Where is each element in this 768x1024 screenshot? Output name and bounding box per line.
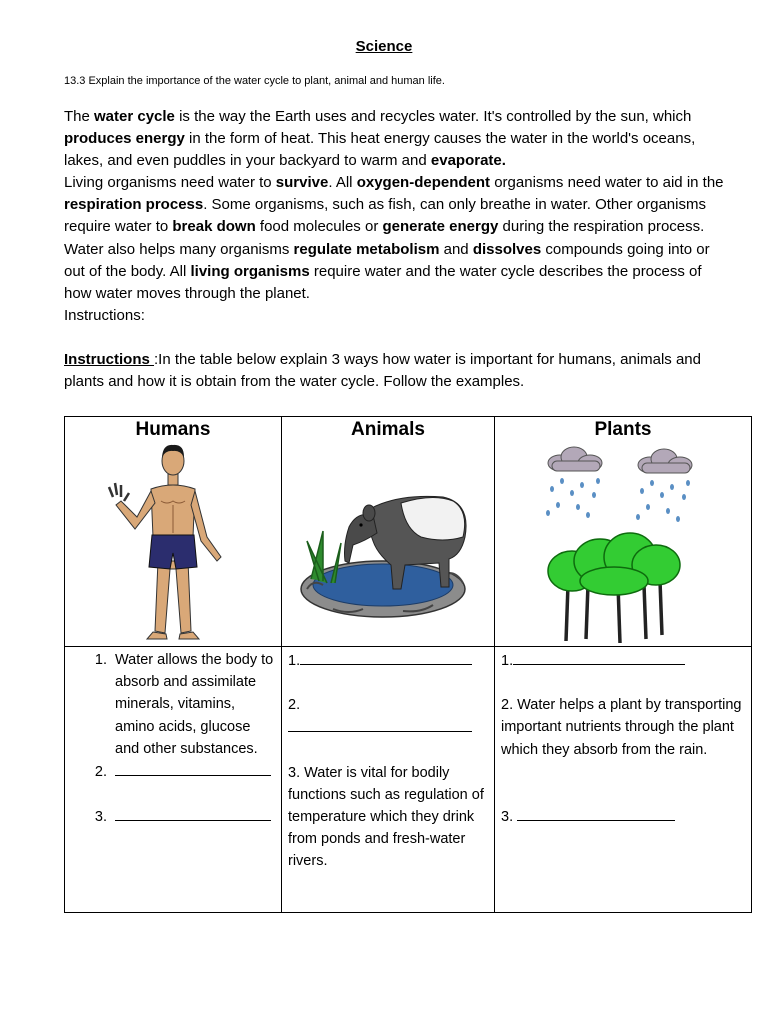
instructions-text: :In the table below explain 3 ways how water is important for humans, animals and plants and how it is obtain from the water cycle. Follow the examples. <box>64 351 701 390</box>
list-item[interactable] <box>288 649 488 672</box>
answer-blank[interactable] <box>115 805 271 821</box>
item-number: 1. <box>288 653 301 669</box>
header-cell-humans <box>65 417 282 647</box>
header-cell-animals <box>282 417 495 647</box>
list-item[interactable] <box>501 649 745 672</box>
tapir-illustration <box>293 471 483 631</box>
instructions-label: Instructions <box>64 351 155 368</box>
list-item[interactable] <box>111 760 275 783</box>
cloud-icon <box>638 449 692 473</box>
answer-blank[interactable] <box>115 760 271 776</box>
human-illustration <box>103 441 243 643</box>
cloud-icon <box>548 447 602 471</box>
list-item[interactable] <box>501 805 745 828</box>
humans-answers-cell <box>65 647 282 913</box>
instructions <box>64 349 724 393</box>
list-item[interactable] <box>111 805 275 828</box>
item-number: 2. <box>288 697 301 714</box>
list-item: 3. Water is vital for bodily functions such as regulation of temperature which they drink from ponds and fresh-water rivers. <box>288 764 484 870</box>
column-header-animals: Animals <box>351 419 425 440</box>
humans-answer-list <box>65 649 275 783</box>
answer-blank[interactable] <box>288 716 472 732</box>
answer-blank[interactable] <box>513 649 685 665</box>
intro-paragraph: The water cycle is the way the Earth uses and recycles water. It's controlled by the sun, which produces energy in the form of heat. This heat energy causes the water in the world's oceans, lakes, and even puddles in your backyard to warm and evaporate. Living organisms need water to survive. All oxygen-dependent organisms need water to aid in the respiration process. Some organisms, such as fish, can only breathe in water. Other organisms require water to break down food molecules or generate energy during the respiration process. Water also helps many organisms regulate metabolism and dissolves compounds going into or out of the body. All living organisms require water and the water cycle describes the process of how water moves through the planet. Instructions: <box>64 108 724 324</box>
column-header-humans: Humans <box>135 419 211 440</box>
header-cell-plants <box>495 417 752 647</box>
answer-blank[interactable] <box>300 649 472 665</box>
column-header-plants: Plants <box>594 419 652 440</box>
item-number: 1. <box>501 653 514 669</box>
list-item: 1. Water allows the body to absorb and assimilate minerals, vitamins, amino acids, glucose and other substances. <box>111 649 275 760</box>
animals-answers-cell <box>282 647 495 913</box>
list-item[interactable] <box>288 716 488 739</box>
list-item: 2. Water helps a plant by transporting important nutrients through the plant which they absorb from the rain. <box>501 697 742 758</box>
answer-blank[interactable] <box>517 805 675 821</box>
worksheet-table <box>64 416 752 913</box>
item-number: 3. <box>501 808 514 825</box>
humans-answer-list-cont <box>65 805 275 828</box>
learning-objective: 13.3 Explain the importance of the water cycle to plant, animal and human life. <box>64 75 445 87</box>
page-title: Science <box>355 38 413 55</box>
rain-trees-illustration <box>538 445 708 645</box>
plants-answers-cell <box>495 647 752 913</box>
